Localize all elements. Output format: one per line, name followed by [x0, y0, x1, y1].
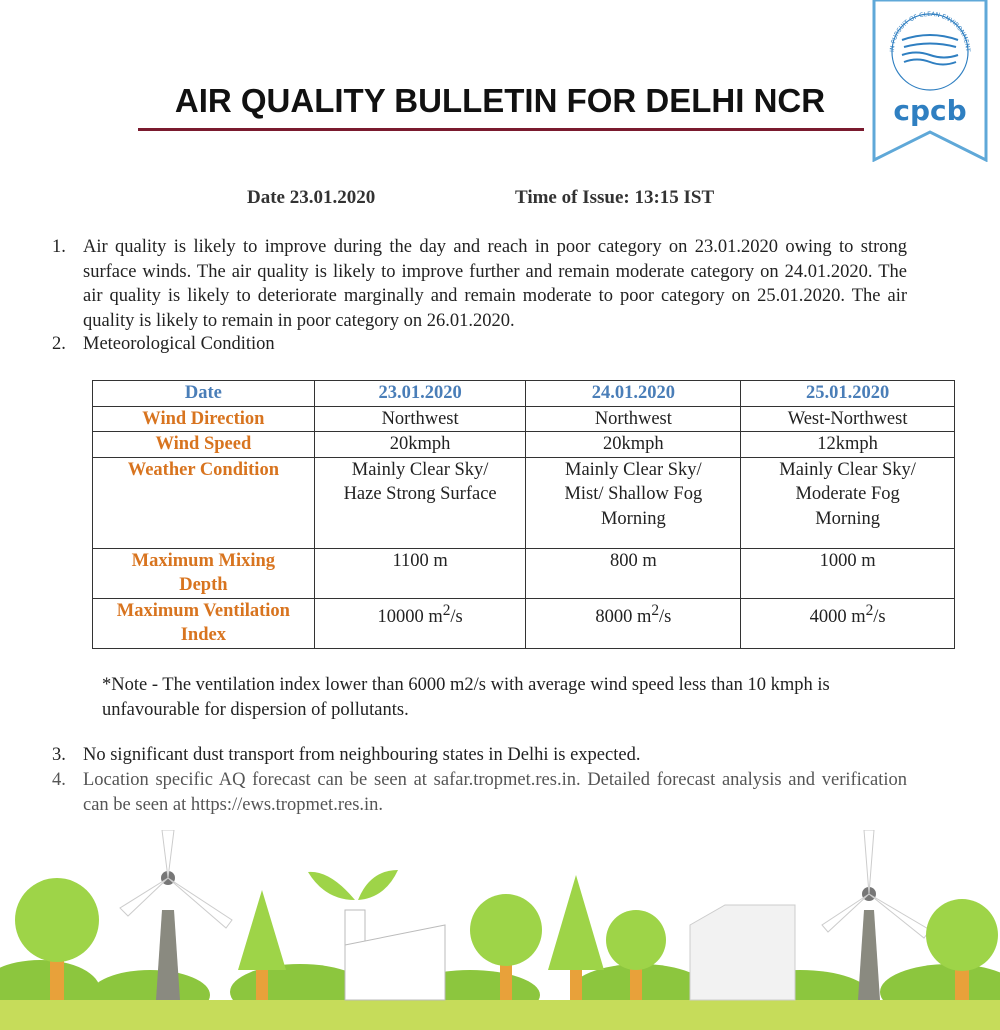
ventilation-note: *Note - The ventilation index lower than 6000 m2/s with average wind speed less than 10 kmph is unfavourable for dispersion of pollutants.: [102, 675, 830, 720]
table-cell: 20kmph: [526, 432, 741, 458]
item-number: 3.: [52, 745, 66, 765]
issue-date: Date 23.01.2020: [247, 187, 376, 208]
cell-line: Morning: [600, 508, 666, 529]
cell-line: Morning: [815, 508, 880, 529]
item-number: 4.: [52, 770, 66, 790]
cell-line: Mist/ Shallow Fog: [564, 484, 703, 504]
forecast-item-text: Air quality is likely to improve during the day and reach in poor category on 23.01.2020 owing to strong surface winds. The air quality is likely to improve further and remain moderate category on 24.01.2020. The air quality is likely to deteriorate marginally and remain moderate to poor category on 25.01.2020. The air quality is likely to remain in poor category on 26.01.2020.: [83, 237, 907, 331]
label-line: Index: [180, 625, 226, 645]
forecast-item-text: Location specific AQ forecast can be seen at safar.tropmet.res.in. Detailed forecast analysis and verification can be seen at https://ews.tropmet.res.in.: [83, 770, 907, 815]
issue-time: Time of Issue: 13:15 IST: [515, 187, 715, 208]
table-cell: 20kmph: [314, 432, 526, 458]
table-cell: Northwest: [526, 406, 741, 432]
table-row: [93, 432, 955, 458]
unit-suffix: /s: [659, 606, 672, 627]
bulletin-title: AIR QUALITY BULLETIN FOR DELHI NCR: [174, 82, 826, 119]
unit-suffix: /s: [873, 606, 886, 627]
cell-line: Mainly Clear Sky/: [351, 459, 489, 480]
table-cell: West-Northwest: [741, 406, 955, 432]
title-underline: [138, 128, 864, 131]
row-label: Weather Condition: [93, 457, 315, 548]
table-header-cell: 23.01.2020: [314, 381, 526, 407]
table-row: [93, 457, 955, 548]
green-city-illustration: [0, 830, 1000, 1030]
item-number: 2.: [52, 334, 66, 354]
label-line: Maximum Mixing: [131, 550, 276, 571]
unit-superscript: 2: [442, 601, 451, 619]
table-cell: 1100 m: [314, 548, 526, 598]
logo-text: cpcb: [893, 94, 967, 127]
table-cell: [314, 598, 526, 648]
meteorological-table: [92, 380, 955, 649]
table-cell: [741, 457, 955, 548]
cell-line: Moderate Fog: [795, 484, 900, 504]
unit-suffix: /s: [450, 606, 463, 627]
table-cell: 1000 m: [741, 548, 955, 598]
table-row: [93, 381, 955, 407]
met-condition-heading: Meteorological Condition: [83, 334, 275, 354]
label-line: Depth: [179, 575, 228, 595]
cpcb-logo: [872, 0, 988, 162]
cell-line: Mainly Clear Sky/: [565, 459, 702, 480]
logo-arc-text: IN PURSUIT OF CLEAN ENVIRONMENT: [888, 10, 972, 53]
table-row: [93, 406, 955, 432]
label-line: Maximum Ventilation: [116, 600, 290, 621]
vent-value: 10000 m: [377, 606, 443, 627]
table-header-cell: 25.01.2020: [741, 381, 955, 407]
forecast-item-text: No significant dust transport from neighbouring states in Delhi is expected.: [83, 745, 641, 765]
row-label: [93, 598, 315, 648]
table-cell: [741, 598, 955, 648]
table-cell: [314, 457, 526, 548]
cell-line: Haze Strong Surface: [343, 484, 497, 504]
row-label: [93, 548, 315, 598]
table-cell: Northwest: [314, 406, 526, 432]
table-cell: 800 m: [526, 548, 741, 598]
vent-value: 4000 m: [809, 606, 866, 627]
cell-line: Mainly Clear Sky/: [779, 459, 916, 480]
table-row: [93, 598, 955, 648]
table-header-cell: 24.01.2020: [526, 381, 741, 407]
table-cell: [526, 598, 741, 648]
table-row: [93, 548, 955, 598]
table-cell: 12kmph: [741, 432, 955, 458]
unit-superscript: 2: [651, 601, 660, 619]
row-label: Wind Direction: [93, 406, 315, 432]
row-label: Wind Speed: [93, 432, 315, 458]
vent-value: 8000 m: [595, 606, 652, 627]
item-number: 1.: [52, 237, 66, 257]
unit-superscript: 2: [865, 601, 874, 619]
table-cell: [526, 457, 741, 548]
table-header-cell: Date: [93, 381, 315, 407]
